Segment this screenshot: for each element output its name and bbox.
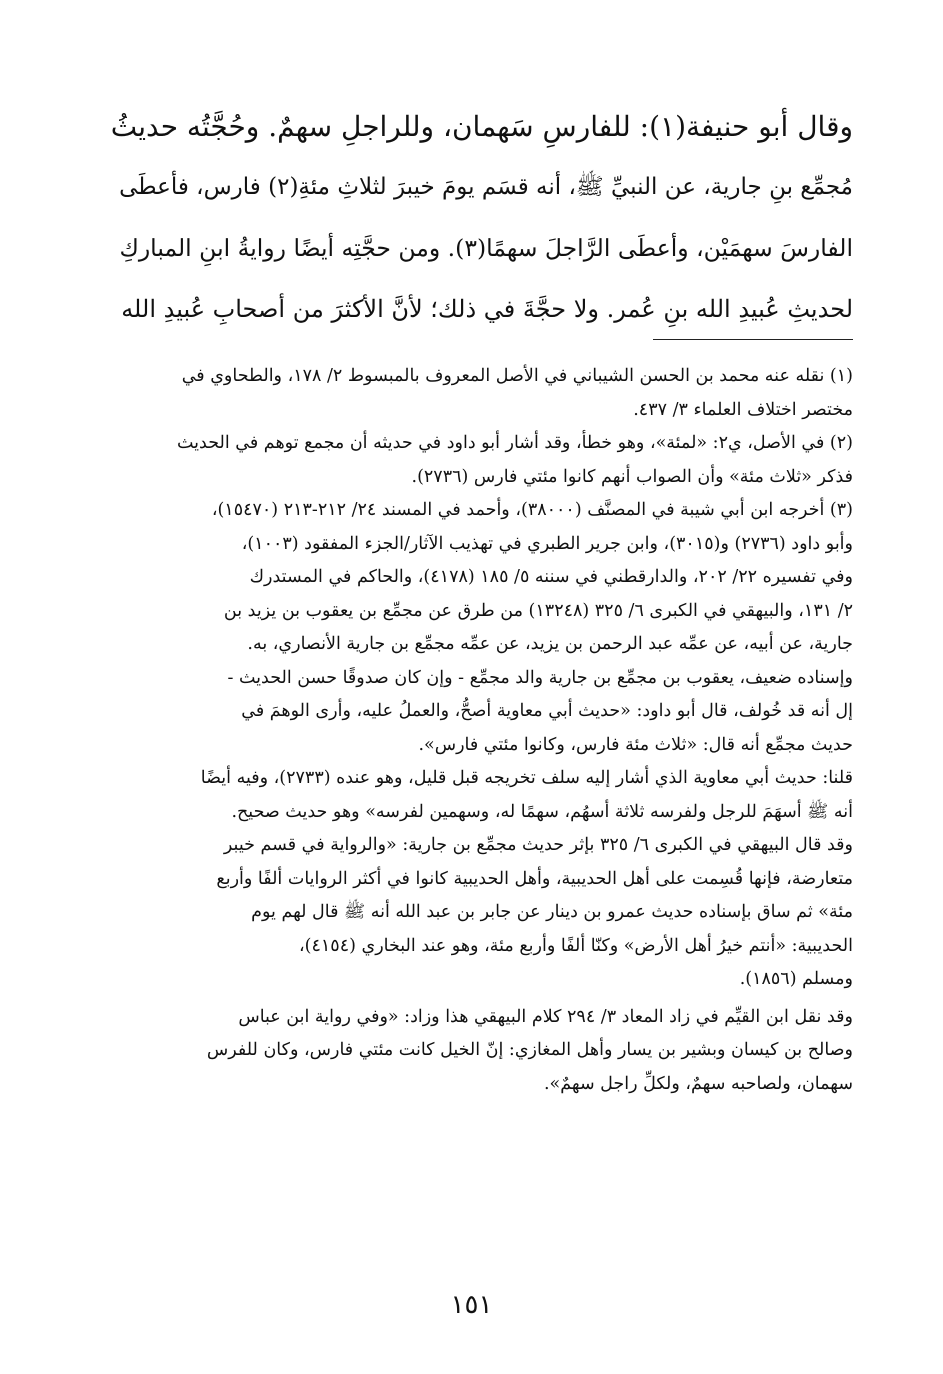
footnote-line: (١) نقله عنه محمد بن الحسن الشيباني في الأصل المعروف بالمبسوط ٢/ ١٧٨، والطحاوي في <box>181 366 853 386</box>
footnote-line: حديث مجمِّع أنه قال: «ثلاث مئة فارس، وكانوا مئتي فارس». <box>418 734 853 755</box>
footnote-line: وإسناده ضعيف، يعقوب بن مجمِّع بن جارية والد مجمِّع - وإن كان صدوقًا حسن الحديث - <box>227 667 853 688</box>
footnote-1 <box>108 360 853 427</box>
main-text <box>108 96 853 340</box>
footnote-line: أنه ﷺ أسهَمَ للرجل ولفرسه ثلاثة أسهُم، سهمًا له، وسهمين لفرسه» وهو حديث صحيح. <box>231 801 853 822</box>
footnote-line: قلنا: حديث أبي معاوية الذي أشار إليه سلف تخريجه قبل قليل، وهو عنده (٢٧٣٣)، وفيه أيضًا <box>200 768 853 788</box>
footnote-2 <box>108 427 853 494</box>
footnote-line: (٢) في الأصل، ي٢: «لمئة»، وهو خطأ، وقد أشار أبو داود في حديثه أن مجمع توهم في الحديث <box>177 433 853 453</box>
footnote-3-note-1 <box>108 762 853 829</box>
footnote-line: ومسلم (١٨٥٦). <box>739 969 853 989</box>
footnote-line: الحديبية: «أنتم خيرُ أهل الأرض» وكنّا ألفًا وأربع مئة، وهو عند البخاري (٤١٥٤)، <box>299 935 853 956</box>
footnote-3-note-3 <box>108 1001 853 1102</box>
footnote-line: مئة» ثم ساق بإسناده حديث عمرو بن دينار عن جابر بن عبد الله أنه ﷺ قال لهم يوم <box>251 902 853 922</box>
footnote-line: متعارضة، فإنها قُسِمت على أهل الحديبية، وأهل الحديبية كانوا في أكثر الروايات ألفًا وأربع <box>216 868 853 889</box>
footnote-line: وفي تفسيره ٢٢/ ٢٠٢، والدارقطني في سننه ٥/ ١٨٥ (٤١٧٨)، والحاكم في المستدرك <box>249 567 853 587</box>
footnote-line: مختصر اختلاف العلماء ٣/ ٤٣٧. <box>633 399 853 420</box>
footnote-line: فذكر «ثلاث مئة» وأن الصواب أنهم كانوا مئتي فارس (٢٧٣٦). <box>411 466 853 487</box>
footnote-line: وصالح بن كيسان وبشير بن يسار وأهل المغازي: إنّ الخيل كانت مئتي فارس، وكان للفرس <box>206 1040 853 1060</box>
footnote-line: وقد نقل ابن القيِّم في زاد المعاد ٣/ ٢٩٤ كلام البيهقي هذا وزاد: «وفي رواية ابن عباس <box>238 1006 853 1027</box>
footnote-3-note-2 <box>108 829 853 997</box>
page-number: ١٥١ <box>450 1290 493 1320</box>
footnotes <box>108 360 853 1101</box>
footnote-line: ٢/ ١٣١، والبيهقي في الكبرى ٦/ ٣٢٥ (١٣٢٤٨) من طرق عن مجمِّع بن يعقوب بن يزيد بن <box>223 600 853 621</box>
footnote-line: وقد قال البيهقي في الكبرى ٦/ ٣٢٥ بإثر حديث مجمِّع بن جارية: «والرواية في قسم خيبر <box>223 835 853 855</box>
footnote-line: سهمان، ولصاحبه سهمٌ، ولكلِّ راجل سهمٌ». <box>543 1073 853 1094</box>
main-line: لحديثِ عُبيدِ الله بنِ عُمر. ولا حجَّةَ في ذلك؛ لأنَّ الأكثرَ من أصحابِ عُبيدِ الله <box>121 295 853 323</box>
footnote-line: (٣) أخرجه ابن أبي شيبة في المصنَّف (٣٨٠٠٠)، وأحمد في المسند ٢٤/ ٢١٢-٢١٣ (١٥٤٧٠)، <box>211 500 853 520</box>
footnote-line: إل أنه قد خُولف، قال أبو داود: «حديث أبي معاوية أصحُّ، والعملُ عليه، وأرى الوهمَ في <box>241 701 853 721</box>
footnote-line: وأبو داود (٢٧٣٦) و(٣٠١٥)، وابن جرير الطبري في تهذيب الآثار/الجزء المفقود (١٠٠٣)، <box>241 533 853 554</box>
footnote-separator <box>653 339 853 340</box>
footnote-line: جارية، عن أبيه، عن عمِّه عبد الرحمن بن يزيد، عن عمِّه مجمِّع بن جارية الأنصاري، به. <box>247 634 853 654</box>
main-line: الفارسَ سهمَيْن، وأعطَى الرَّاجلَ سهمًا(٣). ومن حجَّتِه أيضًا روايةُ ابنِ المباركِ <box>119 234 853 262</box>
main-line: وقال أبو حنيفة(١): للفارسِ سَهمان، وللراجلِ سهمٌ. وحُجَّتُه حديثُ <box>110 110 853 143</box>
footnote-3 <box>108 494 853 762</box>
main-line: مُجمِّع بنِ جارية، عن النبيِّ ﷺ، أنه قسَم يومَ خيبرَ لثلاثِ مئةِ(٢) فارس، فأعطَى <box>119 174 853 200</box>
page-body <box>108 96 853 1094</box>
